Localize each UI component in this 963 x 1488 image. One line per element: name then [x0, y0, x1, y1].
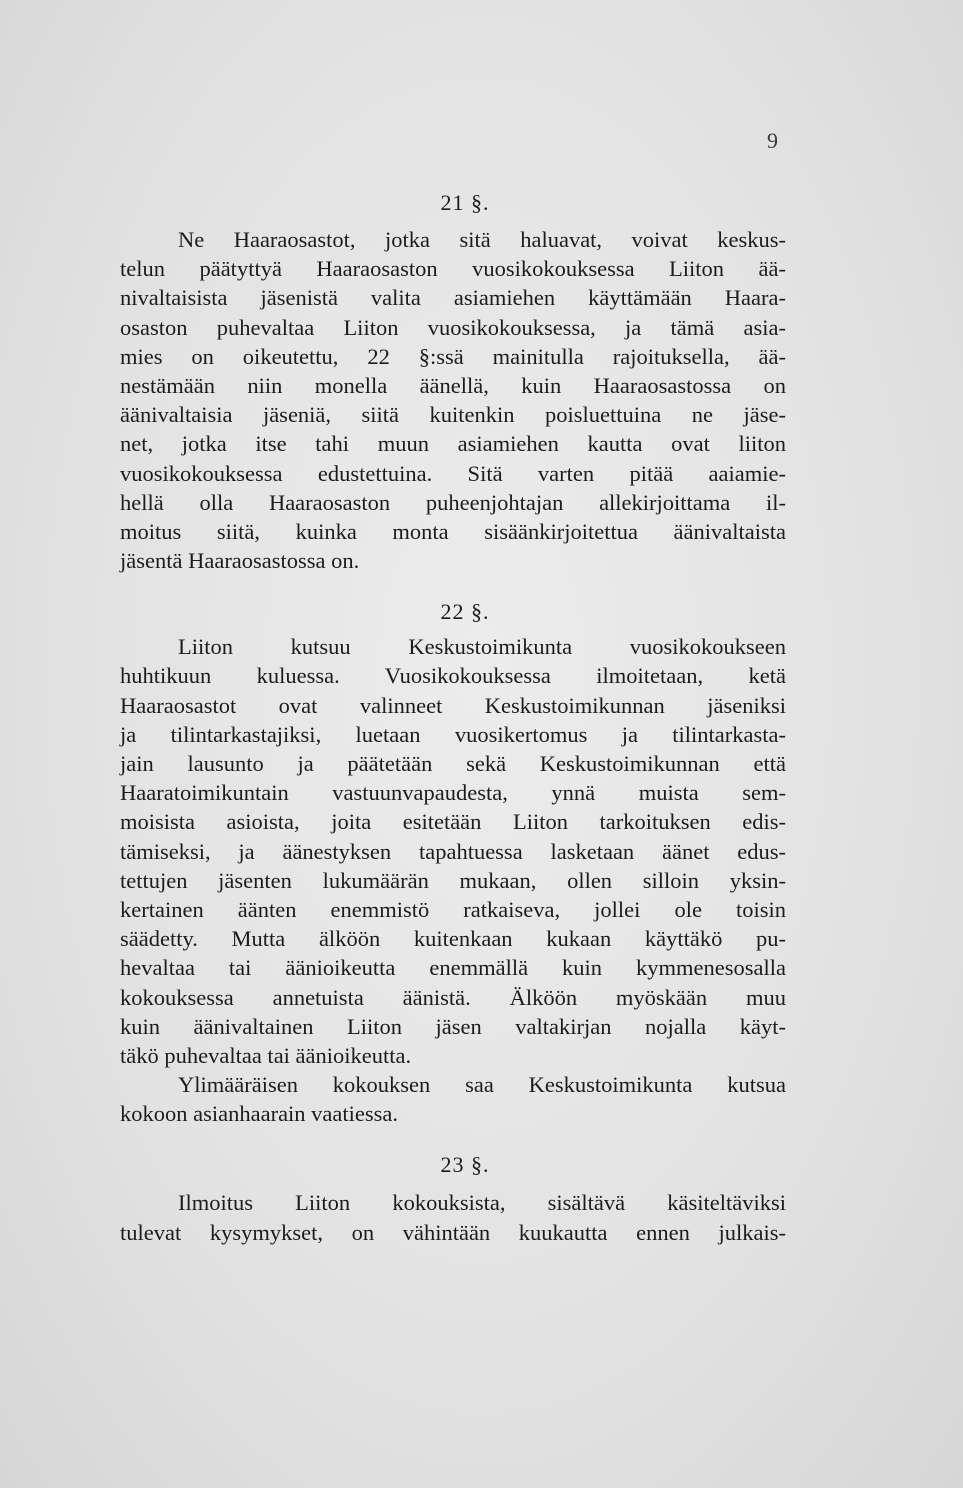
text-line: Liiton kutsuu Keskustoimikunta vuosikokoukseen [178, 634, 786, 660]
section-23 [120, 1150, 786, 1246]
text-line: Haaraosastot ovat valinneet Keskustoimikunnan jäseniksi [120, 692, 786, 718]
text-line: Ylimääräisen kokouksen saa Keskustoimikunta kutsua [178, 1072, 786, 1098]
text-line: nivaltaisista jäsenistä valita asiamiehen käyttämään Haara- [120, 285, 786, 311]
text-line: mies on oikeutettu, 22 §:ssä mainitulla rajoituksella, ää- [120, 343, 786, 369]
text-line: tämiseksi, ja äänestyksen tapahtuessa lasketaan äänet edus- [120, 838, 786, 864]
section-21 [120, 188, 786, 575]
text-line: osaston puhevaltaa Liiton vuosikokouksessa, ja tämä asia- [120, 314, 786, 340]
section-22 [120, 597, 786, 1128]
text-line: telun päätyttyä Haaraosaston vuosikokouksessa Liiton ää- [120, 256, 786, 282]
text-line: äänivaltaisia jäseniä, siitä kuitenkin poisluettuina ne jäse- [120, 402, 786, 428]
text-line: kuin äänivaltainen Liiton jäsen valtakirjan nojalla käyt- [120, 1013, 786, 1039]
text-line: jäsentä Haaraosastossa on. [120, 548, 360, 574]
text-line: hevaltaa tai äänioikeutta enemmällä kuin kymmenesosalla [120, 955, 786, 981]
text-line: Haaratoimikuntain vastuunvapaudesta, ynnä muista sem- [120, 780, 786, 806]
text-line: Ilmoitus Liiton kokouksista, sisältävä käsiteltäviksi [178, 1190, 786, 1216]
text-line: kokoon asianhaarain vaatiessa. [120, 1101, 399, 1127]
section-heading: 21 §. [440, 190, 490, 215]
section-heading: 23 §. [440, 1152, 490, 1178]
text-line: hellä olla Haaraosaston puheenjohtajan allekirjoittama il- [120, 489, 786, 515]
text-line: täkö puhevaltaa tai äänioikeutta. [120, 1042, 412, 1068]
text-line: ja tilintarkastajiksi, luetaan vuosikertomus ja tilintarkasta- [120, 721, 786, 747]
text-line: nestämään niin monella äänellä, kuin Haaraosastossa on [120, 372, 786, 398]
text-line: tulevat kysymykset, on vähintään kuukautta ennen julkais- [120, 1219, 786, 1245]
body-text [120, 180, 786, 1247]
text-line: moitus siitä, kuinka monta sisäänkirjoitettua äänivaltaista [120, 518, 786, 544]
text-line: huhtikuun kuluessa. Vuosikokouksessa ilmoitetaan, ketä [120, 663, 786, 689]
text-line: tettujen jäsenten lukumäärän mukaan, ollen silloin yksin- [120, 867, 786, 893]
text-line: jain lausunto ja päätetään sekä Keskustoimikunnan että [120, 751, 786, 776]
text-line: kokouksessa annetuista äänistä. Älköön myöskään muu [120, 984, 786, 1010]
section-heading: 22 §. [440, 599, 490, 625]
page-number: 9 [767, 128, 778, 153]
text-line: kertainen äänten enemmistö ratkaiseva, jollei ole toisin [120, 896, 786, 922]
text-line: Ne Haaraosastot, jotka sitä haluavat, voivat keskus- [178, 227, 786, 252]
text-line: säädetty. Mutta älköön kuitenkaan kukaan käyttäkö pu- [120, 926, 786, 952]
text-line: net, jotka itse tahi muun asiamiehen kautta ovat liiton [120, 431, 786, 457]
text-line: vuosikokouksessa edustettuina. Sitä varten pitää aaiamie- [120, 460, 786, 486]
text-line: moisista asioista, joita esitetään Liiton tarkoituksen edis- [120, 809, 786, 835]
